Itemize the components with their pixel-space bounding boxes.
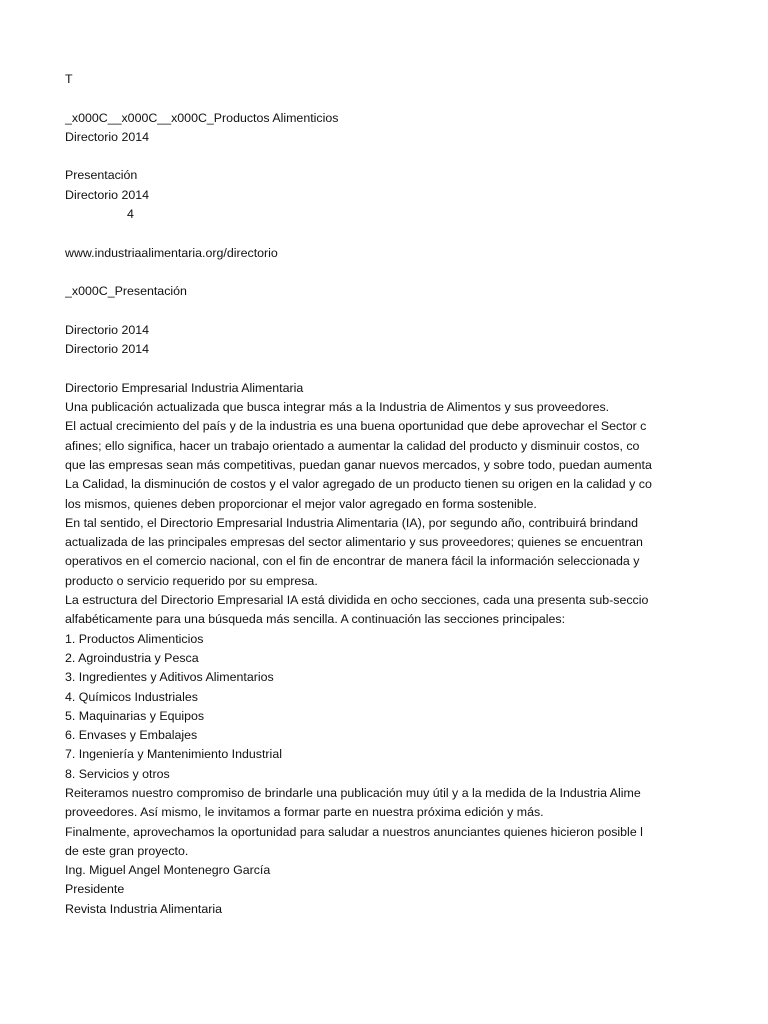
paragraph-line: afines; ello significa, hacer un trabajo orientado a aumentar la calidad del producto y disminuir costos, co [65,438,640,453]
paragraph-line: Reiteramos nuestro compromiso de brindarle una publicación muy útil y a la medida de la Industria Alime [65,785,641,800]
spacer [65,263,653,282]
paragraph-line: Finalmente, aprovechamos la oportunidad para saludar a nuestros anunciantes quienes hicieron posible l [65,824,643,839]
document-title: _x000C__x000C__x000C_Productos Alimenticios [65,110,339,125]
presentation-subtitle: Directorio 2014 [65,187,150,202]
section-list-item: 5. Maquinarias y Equipos [65,708,205,723]
paragraph-line: La estructura del Directorio Empresarial IA está dividida en ocho secciones, cada una presenta sub-seccio [65,593,649,608]
paragraph-line: El actual crecimiento del país y de la industria es una buena oportunidad que debe aprovechar el Sector c [65,419,647,434]
repeated-title: Directorio 2014 [65,342,150,357]
document-subtitle: Directorio 2014 [65,129,150,144]
document-text [65,70,653,919]
paragraph-line: actualizada de las principales empresas del sector alimentario y sus proveedores; quienes se encuentran [65,535,643,550]
paragraph-line: Una publicación actualizada que busca integrar más a la Industria de Alimentos y sus proveedores. [65,400,610,415]
section-list-item: 3. Ingredientes y Aditivos Alimentarios [65,670,274,685]
paragraph-line: operativos en el comercio nacional, con el fin de encontrar de manera fácil la información seleccionada y [65,554,640,569]
paragraph-line: producto o servicio requerido por su empresa. [65,573,318,588]
section-list-item: 7. Ingeniería y Mantenimiento Industrial [65,747,282,762]
page-number: 4 [127,207,134,222]
spacer [65,147,653,166]
signature-organization: Revista Industria Alimentaria [65,901,223,916]
repeated-title: Directorio 2014 [65,322,150,337]
body-title: Directorio Empresarial Industria Alimentaria [65,380,304,395]
spacer [65,359,653,378]
section-list-item: 1. Productos Alimenticios [65,631,204,646]
section-list-item: 4. Químicos Industriales [65,689,198,704]
section-marker: _x000C_Presentación [65,284,187,299]
paragraph-line: los mismos, quienes deben proporcionar el mejor valor agregado en forma sostenible. [65,496,537,511]
section-list-item: 6. Envases y Embalajes [65,728,198,743]
paragraph-line: proveedores. Así mismo, le invitamos a formar parte en nuestra próxima edición y más. [65,805,544,820]
signature-role: Presidente [65,882,125,897]
paragraph-line: En tal sentido, el Directorio Empresarial Industria Alimentaria (IA), por segundo año, contribuirá brindand [65,515,639,530]
paragraph-line: de este gran proyecto. [65,843,189,858]
paragraph-line: La Calidad, la disminución de costos y el valor agregado de un producto tienen su origen en la calidad y co [65,477,652,492]
presentation-heading: Presentación [65,168,138,183]
signature-name: Ing. Miguel Angel Montenegro García [65,863,271,878]
spacer [65,302,653,321]
paragraph-line: que las empresas sean más competitivas, puedan ganar nuevos mercados, y sobre todo, puedan aumenta [65,457,652,472]
header-letter: T [65,72,73,86]
section-list-item: 2. Agroindustria y Pesca [65,650,199,665]
paragraph-line: alfabéticamente para una búsqueda más sencilla. A continuación las secciones principales: [65,612,566,627]
spacer [65,224,653,243]
spacer [65,89,653,108]
website-url: www.industriaalimentaria.org/directorio [65,245,278,260]
section-list-item: 8. Servicios y otros [65,766,170,781]
